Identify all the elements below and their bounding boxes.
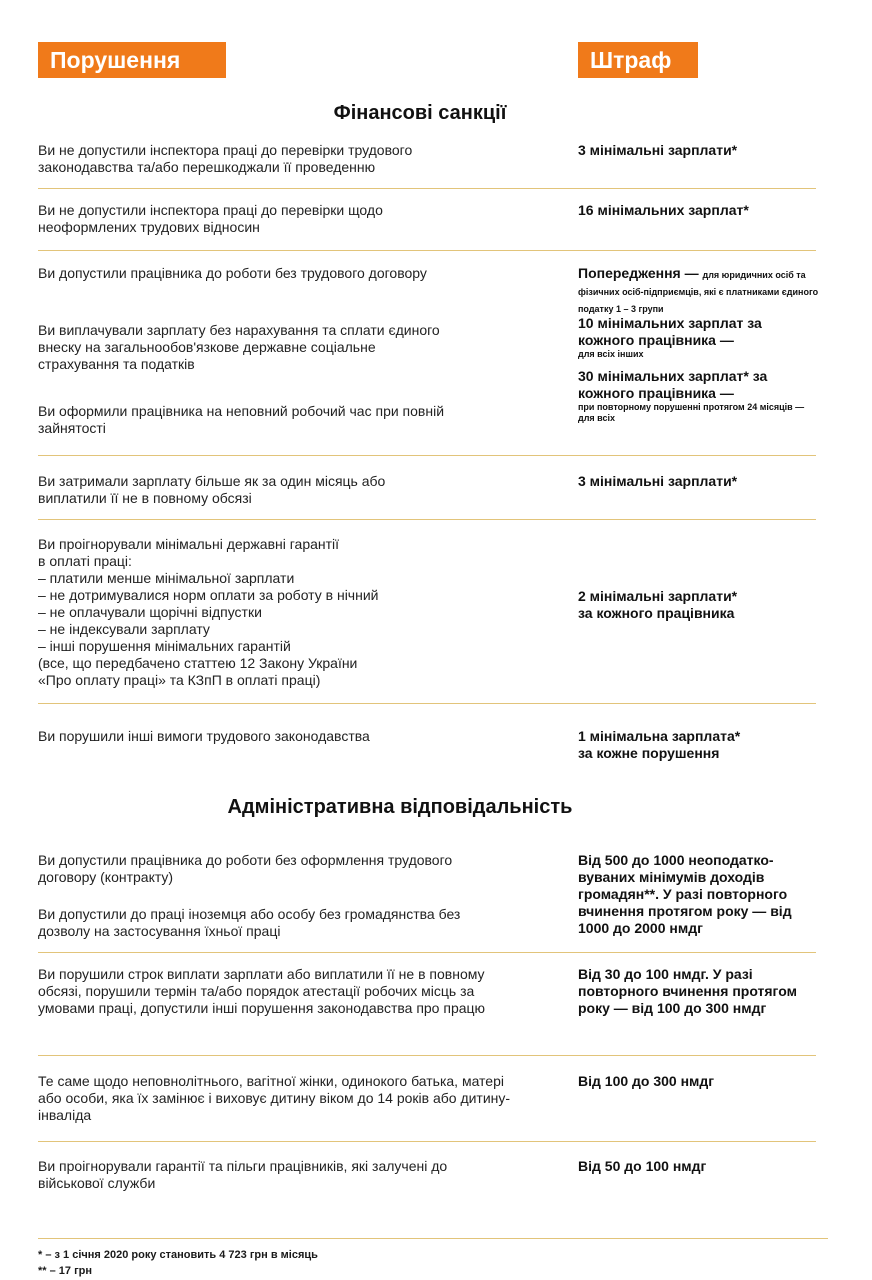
divider — [38, 952, 816, 953]
fine-note: для юридичних осіб та фізичних осіб-підприємців, які є платниками єдиного податку 1 – 3 групи — [578, 270, 819, 314]
footnote-nmdg: ** – 17 грн — [38, 1265, 93, 1277]
fine-block — [578, 728, 828, 762]
fine-column-label: Штраф — [578, 42, 698, 78]
violation-line: – не дотримувалися норм оплати за роботу в нічний — [38, 587, 379, 603]
violation-text: Ви затримали зарплату більше як за один місяць або виплатили її не в повному обсязі — [38, 473, 386, 506]
fine-block-30 — [578, 368, 818, 424]
violation-text: Ви проігнорували гарантії та пільги працівників, які залучені до військової служби — [38, 1158, 448, 1191]
divider — [38, 455, 816, 456]
violation-text: Ви допустили до праці іноземця або особу без громадянства без дозволу на застосування їхньої праці — [38, 906, 461, 939]
violation-column-label: Порушення — [38, 42, 226, 78]
violation-list — [38, 536, 498, 689]
divider — [38, 519, 816, 520]
fine-text: 3 мінімальні зарплати* — [578, 142, 738, 158]
fine-note: для всіх інших — [578, 349, 644, 359]
violation-text: Ви виплачували зарплату без нарахування та сплати єдиного внеску на загальнообов'язкове державне соціальне страхування та податків — [38, 322, 440, 372]
section-title-administrative: Адміністративна відповідальність — [227, 796, 573, 818]
fine-text: за кожне порушення — [578, 745, 720, 761]
fine-text: 2 мінімальні зарплати* — [578, 588, 738, 604]
violation-line: (все, що передбачено статтею 12 Закону України — [38, 655, 358, 671]
footnote-divider — [38, 1238, 828, 1239]
violation-text: Ви порушили інші вимоги трудового законодавства — [38, 728, 370, 744]
fine-text: Від 100 до 300 нмдг — [578, 1073, 715, 1089]
violation-text: Те саме щодо неповнолітнього, вагітної жінки, одинокого батька, матері або особи, яка їх замінює і виховує дитину віком до 14 років або дитину-інваліда — [38, 1073, 511, 1123]
fine-block-warning — [578, 265, 828, 316]
fine-text: Від 500 до 1000 неоподатко-вуваних мінімумів доходів громадян**. У разі повторного вчинення протягом року — від 1000 до 2000 нмдг — [578, 852, 792, 936]
fine-block — [578, 588, 828, 622]
violation-text: Ви оформили працівника на неповний робочий час при повній зайнятості — [38, 403, 445, 436]
divider — [38, 1141, 816, 1142]
violation-text: Ви порушили строк виплати зарплати або виплатили її не в повному обсязі, порушили термін та/або порядок атестації робочих місць за умовами праці, допустили інші порушення законодавства про працю — [38, 966, 486, 1016]
violation-line: – інші порушення мінімальних гарантій — [38, 638, 291, 654]
fine-note: при повторному порушенні протягом 24 місяців — для всіх — [578, 402, 805, 423]
violation-text: Ви не допустили інспектора праці до перевірки трудового законодавства та/або перешкоджали її проведенню — [38, 142, 413, 175]
divider — [38, 1055, 816, 1056]
fine-text: 3 мінімальні зарплати* — [578, 473, 738, 489]
section-title-financial: Фінансові санкції — [333, 102, 507, 124]
footnote-minimum-wage: * – з 1 січня 2020 року становить 4 723 грн в місяць — [38, 1249, 318, 1261]
violation-line: – не оплачували щорічні відпустки — [38, 604, 262, 620]
fine-text: 10 мінімальних зарплат за кожного працівника — — [578, 315, 762, 348]
fine-text: 16 мінімальних зарплат* — [578, 202, 749, 218]
fine-text: 30 мінімальних зарплат* за кожного працівника — — [578, 368, 768, 401]
fine-text: 1 мінімальна зарплата* — [578, 728, 741, 744]
fine-text: Від 50 до 100 нмдг — [578, 1158, 707, 1174]
violation-line: «Про оплату праці» та КЗпП в оплаті праці) — [38, 672, 321, 688]
fine-text: за кожного працівника — [578, 605, 735, 621]
violation-line: – платили менше мінімальної зарплати — [38, 570, 295, 586]
violation-text: Ви допустили працівника до роботи без оформлення трудового договору (контракту) — [38, 852, 453, 885]
violation-text: Ви не допустили інспектора праці до перевірки щодо неоформлених трудових відносин — [38, 202, 383, 235]
violation-line: – не індексували зарплату — [38, 621, 210, 637]
violation-line: в оплаті праці: — [38, 553, 132, 569]
fine-block-10 — [578, 315, 808, 360]
violation-line: Ви проігнорували мінімальні державні гарантії — [38, 536, 340, 552]
divider — [38, 703, 816, 704]
violation-text: Ви допустили працівника до роботи без трудового договору — [38, 265, 427, 281]
fine-text: Попередження — — [578, 265, 699, 281]
divider — [38, 188, 816, 189]
fine-text: Від 30 до 100 нмдг. У разі повторного вчинення протягом року — від 100 до 300 нмдг — [578, 966, 797, 1016]
divider — [38, 250, 816, 251]
